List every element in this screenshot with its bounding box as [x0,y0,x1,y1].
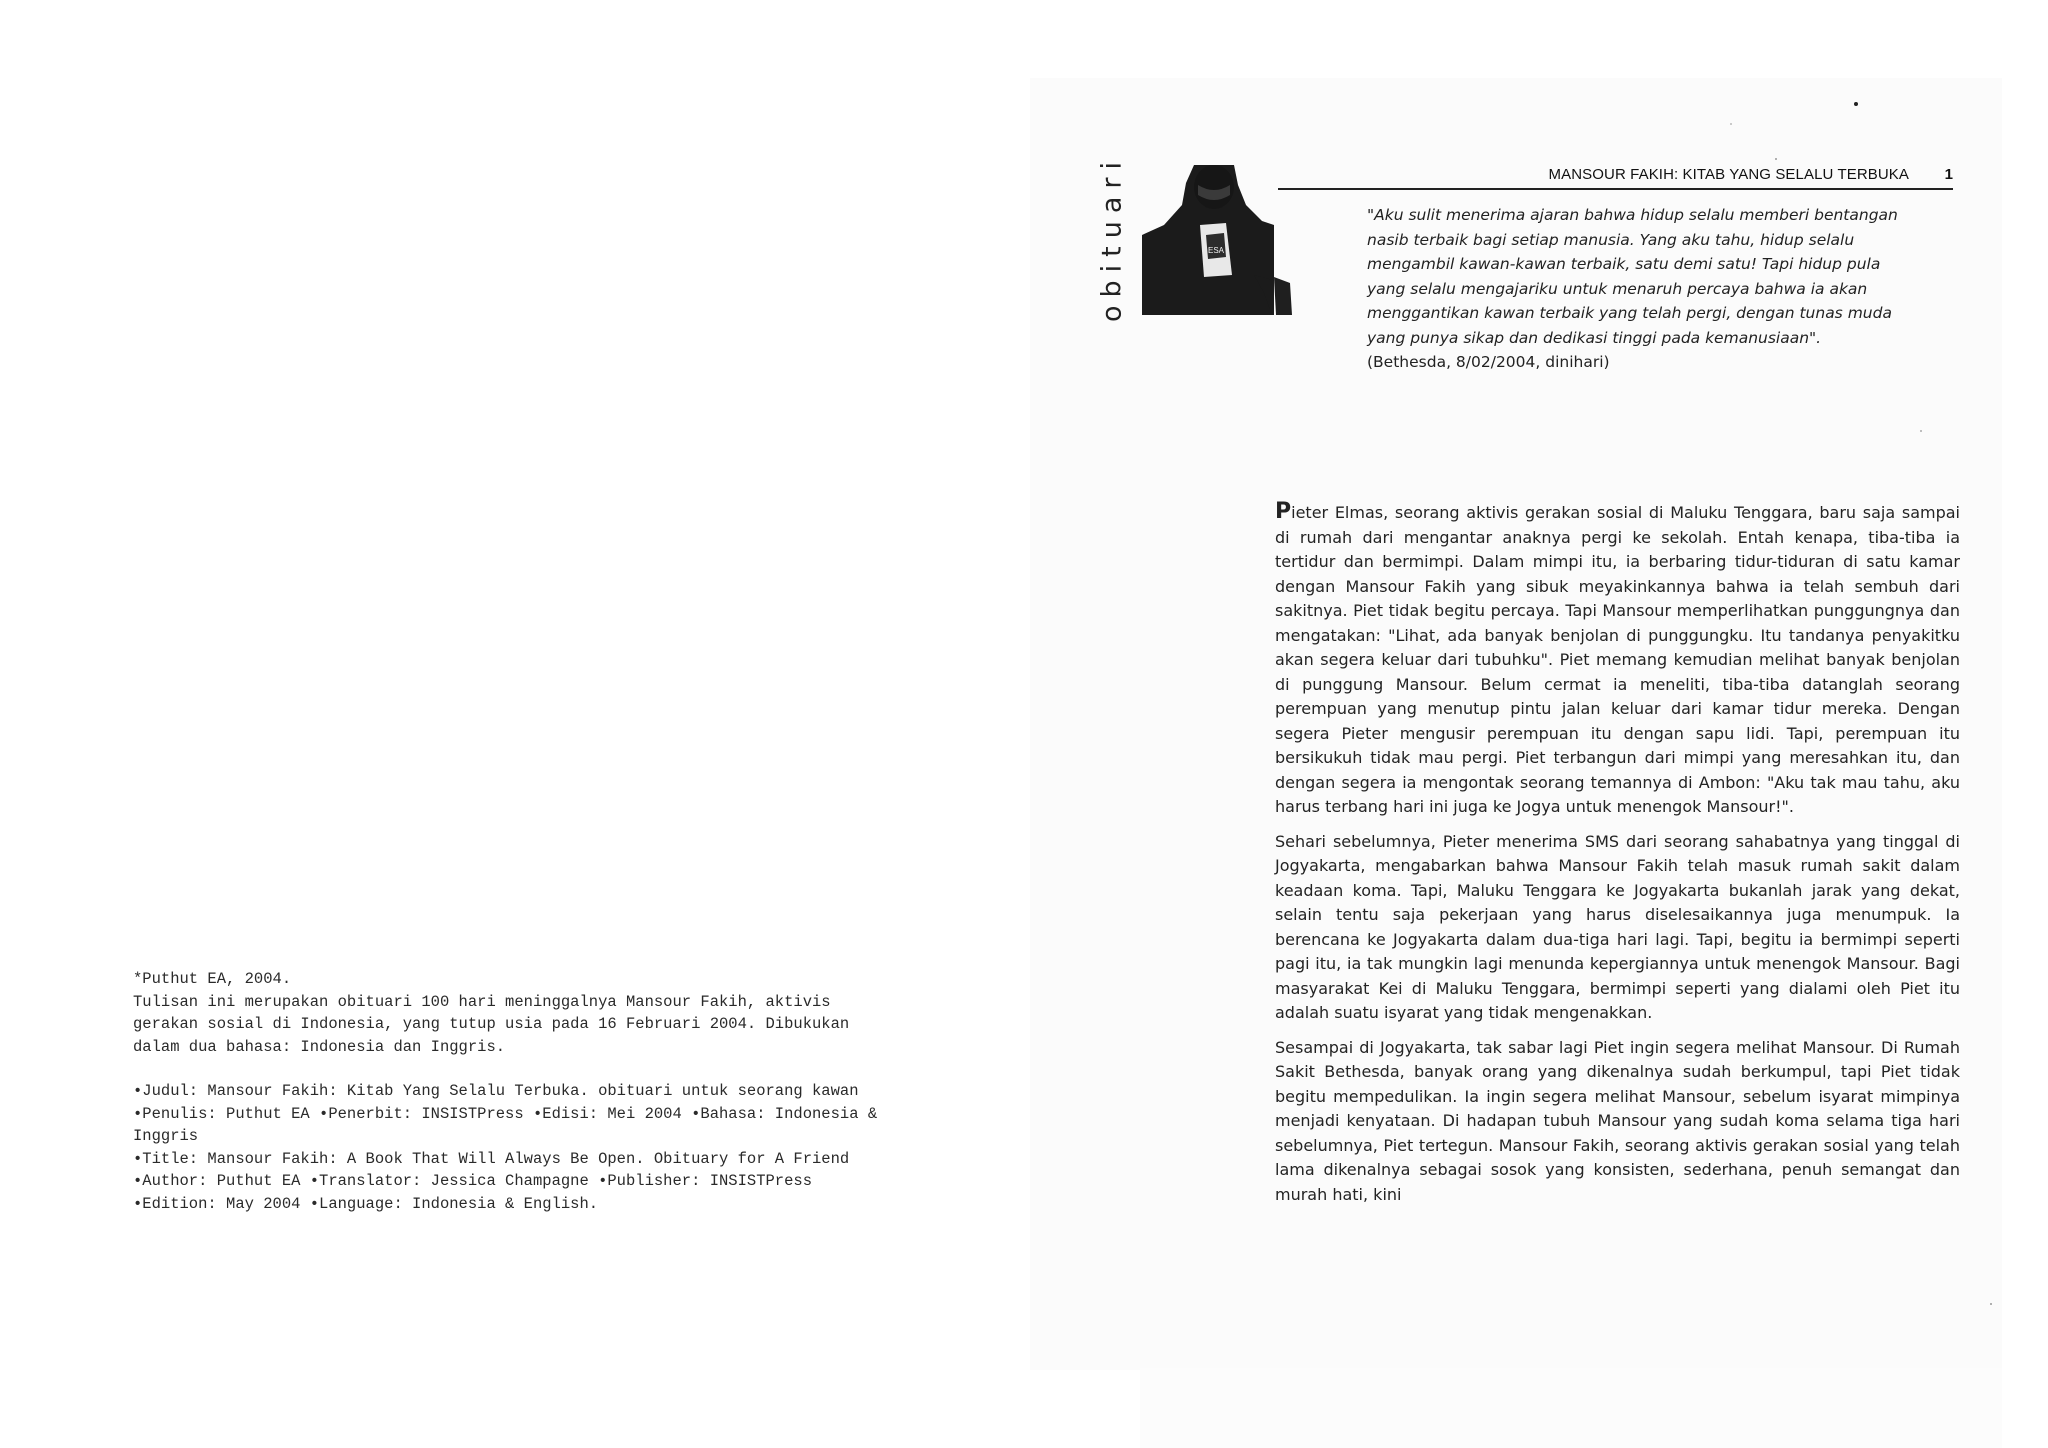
paragraph-2: Sehari sebelumnya, Pieter menerima SMS dari seorang sahabatnya yang tinggal di Jogyakarta, mengabarkan bahwa Mansour Fakih telah masuk rumah sakit dalam keadaan koma. Tapi, Maluku Tenggara ke Jogyakarta bukanlah jarak yang dekat, selain tentu saja pekerjaan yang harus diselesaikannya juga menumpuk. Ia berencana ke Jogyakarta dalam dua-tiga hari lagi. Tapi, begitu ia bermimpi seperti pagi itu, ia tak mungkin lagi menunda kepergiannya untuk menengok Mansour. Bagi masyarakat Kei di Maluku Tenggara, bermimpi seperti yang dialami oleh Piet itu adalah suatu isyarat yang tidak mengenakkan. [1275,831,1960,1022]
scan-speck [1854,102,1858,106]
scan-edge [1140,1368,2002,1448]
colophon-line: Tulisan ini merupakan obituari 100 hari meninggalnya Mansour Fakih, aktivis [133,992,831,1011]
scan-speck [1775,158,1777,160]
colophon-line: •Judul: Mansour Fakih: Kitab Yang Selalu Terbuka. obituari untuk seorang kawan [133,1082,859,1100]
colophon-spacer [133,1058,933,1080]
colophon-line: gerakan sosial di Indonesia, yang tutup usia pada 16 Februari 2004. Dibukukan [133,1015,850,1033]
scan-speck [1990,1303,1992,1305]
epigraph-quote: "Aku sulit menerima ajaran bahwa hidup selalu memberi bentangan nasib terbaik bagi setiap manusia. Yang aku tahu, hidup selalu mengambil kawan-kawan terbaik, satu demi satu! Tapi hidup pula yang selalu mengajariku untuk menaruh percaya bahwa ia akan menggantikan kawan terbaik yang telah pergi, dengan tunas muda yang punya sikap dan dedikasi tinggi pada kemanusiaan". [1367,206,1898,347]
portrait-shirt-text: ESA [1208,246,1225,255]
side-label-text: obituari [1096,153,1128,323]
colophon [133,968,933,1215]
paragraph-1-text: ieter Elmas, seorang aktivis gerakan sosial di Maluku Tenggara, baru saja sampai di rumah dari mengantar anaknya pergi ke sekolah. Entah kenapa, tiba-tiba ia tertidur dan bermimpi. Dalam mimpi itu, ia berbaring tidur-tiduran di satu kamar dengan Mansour Fakih yang sibuk meyakinkannya bahwa ia telah sembuh dari sakitnya. Piet tidak begitu percaya. Tapi Mansour memperlihatkan punggungnya dan mengatakan: "Lihat, ada banyak benjolan di punggungku. Itu tandanya penyakitku akan segera keluar dari tubuhku". Piet memang kemudian melihat banyak benjolan di punggung Mansour. Belum cermat ia meneliti, tiba-tiba datanglah seorang perempuan yang menutup pintu jalan keluar dari kamar tidur mereka. Dengan segera Pieter mengusir perempuan itu dengan sapu lidi. Tapi, perempuan itu bersikukuh tidak mau pergi. Piet terbangun dari mimpi yang meresahkan itu, dan dengan segera ia mengontak seorang temannya di Ambon: "Aku tak mau tahu, aku harus terbang hari ini juga ke Jogya untuk menengok Mansour!". [1275,503,1960,816]
scan-speck [1730,123,1732,125]
right-page [1030,78,2002,1370]
colophon-line: •Penulis: Puthut EA •Penerbit: INSISTPress •Edisi: Mei 2004 •Bahasa: Indonesia & [133,1104,878,1123]
epigraph [1367,203,1907,375]
page-number: 1 [1944,166,1953,183]
drop-cap: P [1275,499,1292,524]
portrait-photo [1134,165,1294,315]
running-head [1278,166,1953,190]
epigraph-source: (Bethesda, 8/02/2004, dinihari) [1367,353,1610,371]
side-label [1092,153,1132,323]
colophon-line: Inggris [133,1127,199,1145]
colophon-line: •Author: Puthut EA •Translator: Jessica Champagne •Publisher: INSISTPress [133,1172,813,1190]
colophon-line: dalam dua bahasa: Indonesia dan Inggris. [133,1037,506,1056]
scan-speck [1920,430,1922,432]
article-body [1275,501,1960,1217]
paragraph-3: Sesampai di Jogyakarta, tak sabar lagi Piet ingin segera melihat Mansour. Di Rumah Sakit Bethesda, banyak orang yang dikenalnya sudah berkumpul, tapi Piet tidak begitu mempedulikan. Ia ingin segera melihat Mansour, sebelum isyarat mimpinya menjadi kenyataan. Di hadapan tubuh Mansour yang sudah koma selama tiga hari sebelumnya, Piet tertegun. Mansour Fakih, seorang aktivis gerakan sosial yang telah lama dikenalnya sebagai sosok yang konsisten, sederhana, penuh semangat dan murah hati, kini [1275,1037,1960,1204]
colophon-line: •Edition: May 2004 •Language: Indonesia & English. [133,1194,599,1213]
paragraph-1 [1275,501,1960,820]
running-head-title: MANSOUR FAKIH: KITAB YANG SELALU TERBUKA [1548,166,1909,183]
colophon-line: •Title: Mansour Fakih: A Book That Will Always Be Open. Obituary for A Friend [133,1149,850,1168]
colophon-line: *Puthut EA, 2004. [133,970,292,988]
